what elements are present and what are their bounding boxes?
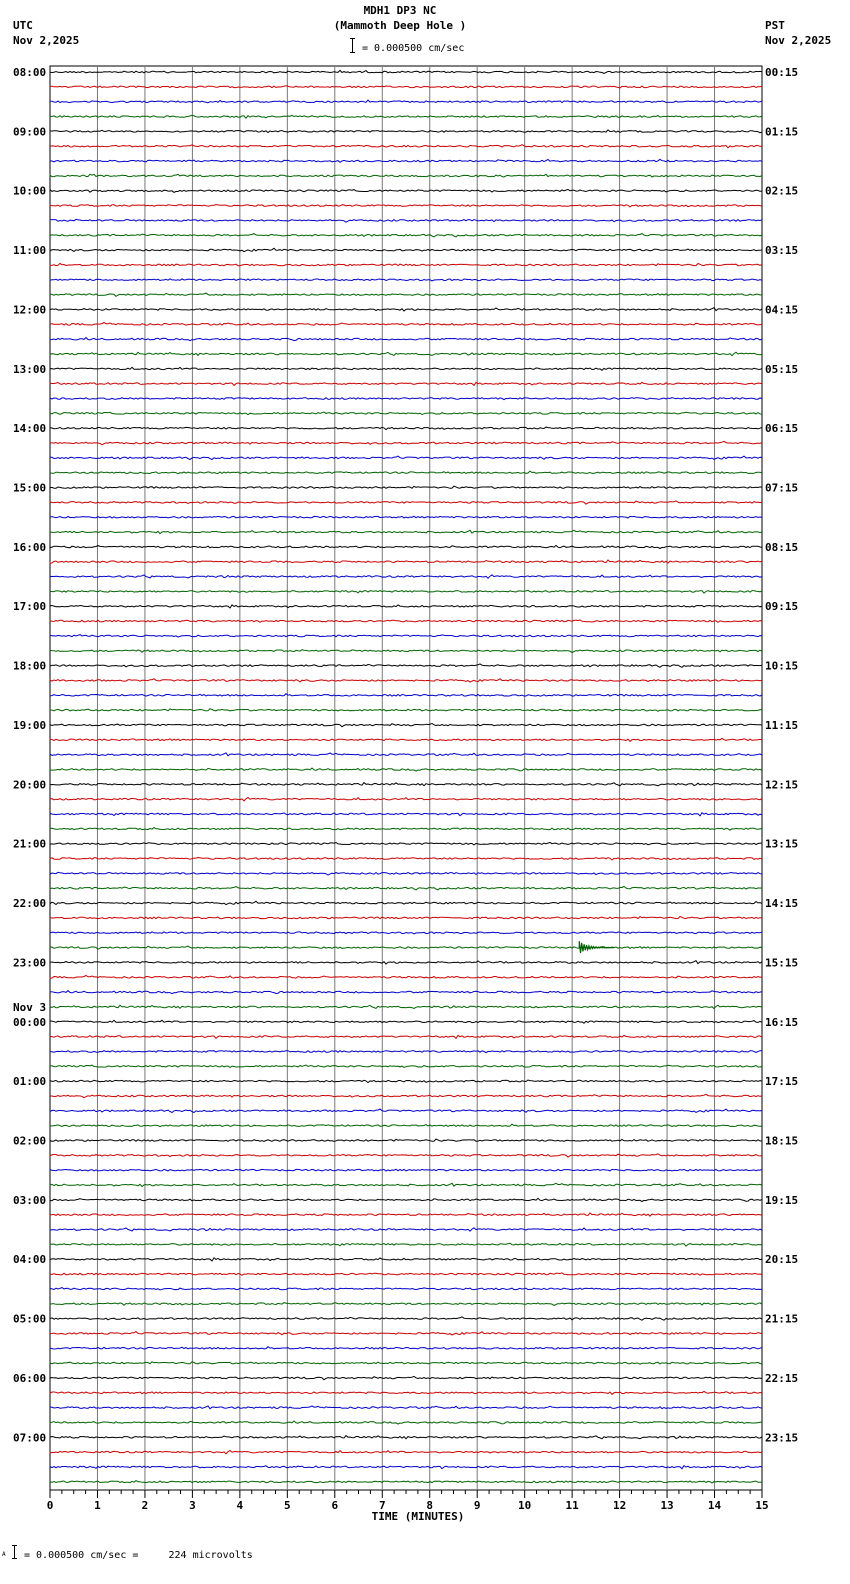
seismic-trace	[50, 813, 762, 816]
pst-hour-label: 11:15	[765, 718, 799, 732]
utc-hour-label: 02:00	[13, 1134, 47, 1148]
utc-hour-label: 17:00	[13, 600, 47, 614]
date-change-label: Nov 3	[13, 1000, 47, 1014]
scale-label: = 0.000500 cm/sec	[362, 43, 465, 54]
x-tick-label: 11	[565, 1499, 579, 1512]
seismic-trace	[50, 1317, 762, 1320]
seismic-trace	[50, 441, 762, 445]
seismic-trace	[50, 486, 762, 488]
seismic-trace	[50, 471, 762, 474]
seismic-trace	[50, 724, 762, 727]
event-waveform	[579, 941, 614, 953]
pst-hour-label: 08:15	[765, 540, 799, 554]
seismic-trace	[50, 145, 762, 148]
pst-hour-label: 14:15	[765, 897, 799, 911]
pst-hour-label: 19:15	[765, 1193, 799, 1207]
pst-hour-label: 21:15	[765, 1312, 799, 1326]
seismic-trace	[50, 1065, 762, 1068]
x-tick-label: 14	[707, 1499, 722, 1512]
seismic-trace	[50, 1154, 762, 1157]
pst-hour-label: 03:15	[765, 244, 799, 258]
left-date: Nov 2,2025	[13, 34, 80, 47]
seismic-trace	[50, 1362, 762, 1365]
utc-hour-label: 13:00	[13, 362, 47, 376]
x-tick-label: 10	[518, 1499, 532, 1512]
x-tick-label: 4	[236, 1499, 244, 1512]
seismic-trace	[50, 70, 762, 73]
seismic-trace	[50, 590, 762, 593]
seismic-trace	[50, 1273, 762, 1275]
seismic-trace	[50, 1213, 762, 1216]
seismic-trace	[50, 248, 762, 251]
pst-hour-label: 12:15	[765, 778, 799, 792]
utc-hour-label: 19:00	[13, 718, 47, 732]
seismic-trace	[50, 367, 762, 370]
seismic-trace	[50, 901, 762, 904]
utc-hour-label: 12:00	[13, 303, 47, 317]
utc-hour-label: 03:00	[13, 1193, 47, 1207]
pst-hour-label: 22:15	[765, 1371, 799, 1385]
seismic-trace	[50, 516, 762, 518]
seismic-trace	[50, 768, 762, 771]
seismic-trace	[50, 1436, 762, 1439]
pst-hour-label: 09:15	[765, 600, 799, 614]
seismic-trace	[50, 886, 762, 890]
right-date: Nov 2,2025	[765, 34, 832, 47]
utc-hour-label: 18:00	[13, 659, 47, 673]
seismic-trace	[50, 412, 762, 415]
seismic-trace	[50, 1080, 762, 1083]
seismic-trace	[50, 828, 762, 831]
station-location: (Mammoth Deep Hole )	[333, 19, 467, 32]
seismic-trace	[50, 382, 762, 385]
seismic-trace	[50, 1466, 762, 1469]
utc-hour-label: 08:00	[13, 66, 47, 79]
seismic-trace	[50, 545, 762, 548]
x-tick-label: 6	[331, 1499, 339, 1512]
seismic-trace	[50, 293, 762, 296]
seismic-trace	[50, 858, 762, 861]
utc-hour-label: 23:00	[13, 956, 47, 970]
x-tick-label: 1	[94, 1499, 101, 1512]
pst-hour-label: 04:15	[765, 303, 799, 317]
seismic-trace	[50, 738, 762, 741]
x-tick-label: 5	[284, 1499, 291, 1512]
pst-hour-label: 00:15	[765, 66, 799, 79]
utc-hour-label: 16:00	[13, 540, 47, 554]
seismic-trace	[50, 86, 762, 88]
seismic-trace	[50, 263, 762, 265]
seismic-trace	[50, 798, 762, 801]
seismic-trace	[50, 991, 762, 994]
right-timezone: PST	[765, 19, 785, 32]
seismic-trace	[50, 219, 762, 222]
seismic-trace	[50, 1406, 762, 1409]
utc-hour-label: 04:00	[13, 1253, 47, 1267]
x-tick-label: 8	[426, 1499, 434, 1512]
seismic-trace	[50, 1481, 762, 1483]
seismic-trace	[50, 783, 762, 786]
seismic-trace	[50, 352, 762, 355]
seismic-trace	[50, 917, 762, 919]
seismic-trace	[50, 1051, 762, 1053]
utc-hour-label: 11:00	[13, 244, 47, 258]
utc-hour-label: 15:00	[13, 481, 47, 495]
pst-hour-label: 13:15	[765, 837, 799, 851]
seismic-trace	[50, 159, 762, 162]
seismic-trace	[50, 872, 762, 875]
pst-hour-label: 05:15	[765, 362, 799, 376]
pst-hour-label: 16:15	[765, 1015, 799, 1029]
x-tick-label: 7	[378, 1499, 386, 1512]
seismic-trace	[50, 575, 762, 578]
pst-hour-label: 18:15	[765, 1134, 799, 1148]
x-axis-label: TIME (MINUTES)	[371, 1510, 465, 1523]
seismic-trace	[50, 427, 762, 430]
pst-hour-label: 23:15	[765, 1431, 799, 1445]
seismic-trace	[50, 664, 762, 667]
footer-scale-bar-icon	[14, 1545, 15, 1559]
seismic-trace	[50, 1228, 762, 1231]
pst-hour-label: 20:15	[765, 1253, 799, 1267]
seismic-trace	[50, 1376, 762, 1379]
seismic-trace	[50, 279, 762, 281]
pst-hour-label: 06:15	[765, 422, 799, 436]
utc-hour-label: 07:00	[13, 1431, 47, 1445]
seismic-trace	[50, 1288, 762, 1290]
seismic-trace	[50, 1109, 762, 1113]
footer-scale-note: = 0.000500 cm/sec = 224 microvolts	[24, 1550, 253, 1561]
seismic-trace	[50, 842, 762, 845]
seismic-trace	[50, 605, 762, 608]
seismic-trace	[50, 308, 762, 311]
utc-hour-label: 14:00	[13, 422, 47, 436]
pst-hour-label: 10:15	[765, 659, 799, 673]
seismic-trace	[50, 1332, 762, 1335]
pst-hour-label: 15:15	[765, 956, 799, 970]
utc-hour-label: 05:00	[13, 1312, 47, 1326]
seismic-trace	[50, 946, 762, 949]
pst-hour-label: 01:15	[765, 125, 799, 139]
utc-hour-label: 20:00	[13, 778, 47, 792]
seismic-trace	[50, 753, 762, 756]
seismic-trace	[50, 501, 762, 504]
seismic-trace	[50, 694, 762, 696]
utc-hour-label: 06:00	[13, 1371, 47, 1385]
seismic-trace	[50, 976, 762, 979]
seismic-trace	[50, 679, 762, 682]
seismic-trace	[50, 1421, 762, 1424]
seismic-trace	[50, 1124, 762, 1127]
seismic-trace	[50, 620, 762, 622]
seismic-trace	[50, 115, 762, 118]
pst-hour-label: 07:15	[765, 481, 799, 495]
x-tick-label: 2	[141, 1499, 149, 1512]
seismic-trace	[50, 189, 762, 192]
seismic-trace	[50, 1198, 762, 1201]
x-tick-label: 3	[189, 1499, 196, 1512]
seismic-trace	[50, 1020, 762, 1023]
seismic-trace	[50, 1169, 762, 1171]
seismic-trace	[50, 205, 762, 207]
seismic-trace	[50, 650, 762, 653]
seismic-trace	[50, 338, 762, 341]
seismic-trace	[50, 1183, 762, 1186]
seismic-trace	[50, 1391, 762, 1394]
seismic-trace	[50, 130, 762, 133]
seismic-trace	[50, 1094, 762, 1097]
utc-hour-label: 00:00	[13, 1015, 47, 1029]
seismic-trace	[50, 635, 762, 638]
seismic-trace	[50, 234, 762, 237]
seismic-trace	[50, 1451, 762, 1454]
seismic-trace	[50, 1005, 762, 1008]
seismic-trace	[50, 398, 762, 400]
utc-hour-label: 22:00	[13, 897, 47, 911]
seismic-trace	[50, 1035, 762, 1038]
seismic-trace	[50, 1139, 762, 1141]
x-tick-label: 0	[46, 1499, 54, 1512]
utc-hour-label: 09:00	[13, 125, 47, 139]
pst-hour-label: 02:15	[765, 184, 799, 198]
footer-mark: A	[2, 1551, 6, 1558]
x-tick-label: 12	[612, 1499, 627, 1512]
pst-hour-label: 17:15	[765, 1075, 799, 1089]
seismic-trace	[50, 174, 762, 177]
seismic-trace	[50, 1303, 762, 1306]
seismic-trace	[50, 560, 762, 563]
seismic-trace	[50, 323, 762, 326]
utc-hour-label: 01:00	[13, 1075, 47, 1089]
seismic-trace	[50, 100, 762, 103]
utc-hour-label: 21:00	[13, 837, 47, 851]
seismic-trace	[50, 961, 762, 964]
seismic-trace	[50, 1258, 762, 1261]
seismic-trace	[50, 1243, 762, 1246]
seismic-trace	[50, 1347, 762, 1349]
x-tick-label: 13	[660, 1499, 674, 1512]
station-title: MDH1 DP3 NC	[363, 4, 437, 17]
x-tick-label: 15	[755, 1499, 769, 1512]
seismic-trace	[50, 709, 762, 712]
seismic-trace	[50, 932, 762, 934]
seismic-trace	[50, 456, 762, 459]
utc-hour-label: 10:00	[13, 184, 47, 198]
left-timezone: UTC	[13, 19, 33, 32]
x-tick-label: 9	[473, 1499, 481, 1512]
seismic-trace	[50, 530, 762, 533]
